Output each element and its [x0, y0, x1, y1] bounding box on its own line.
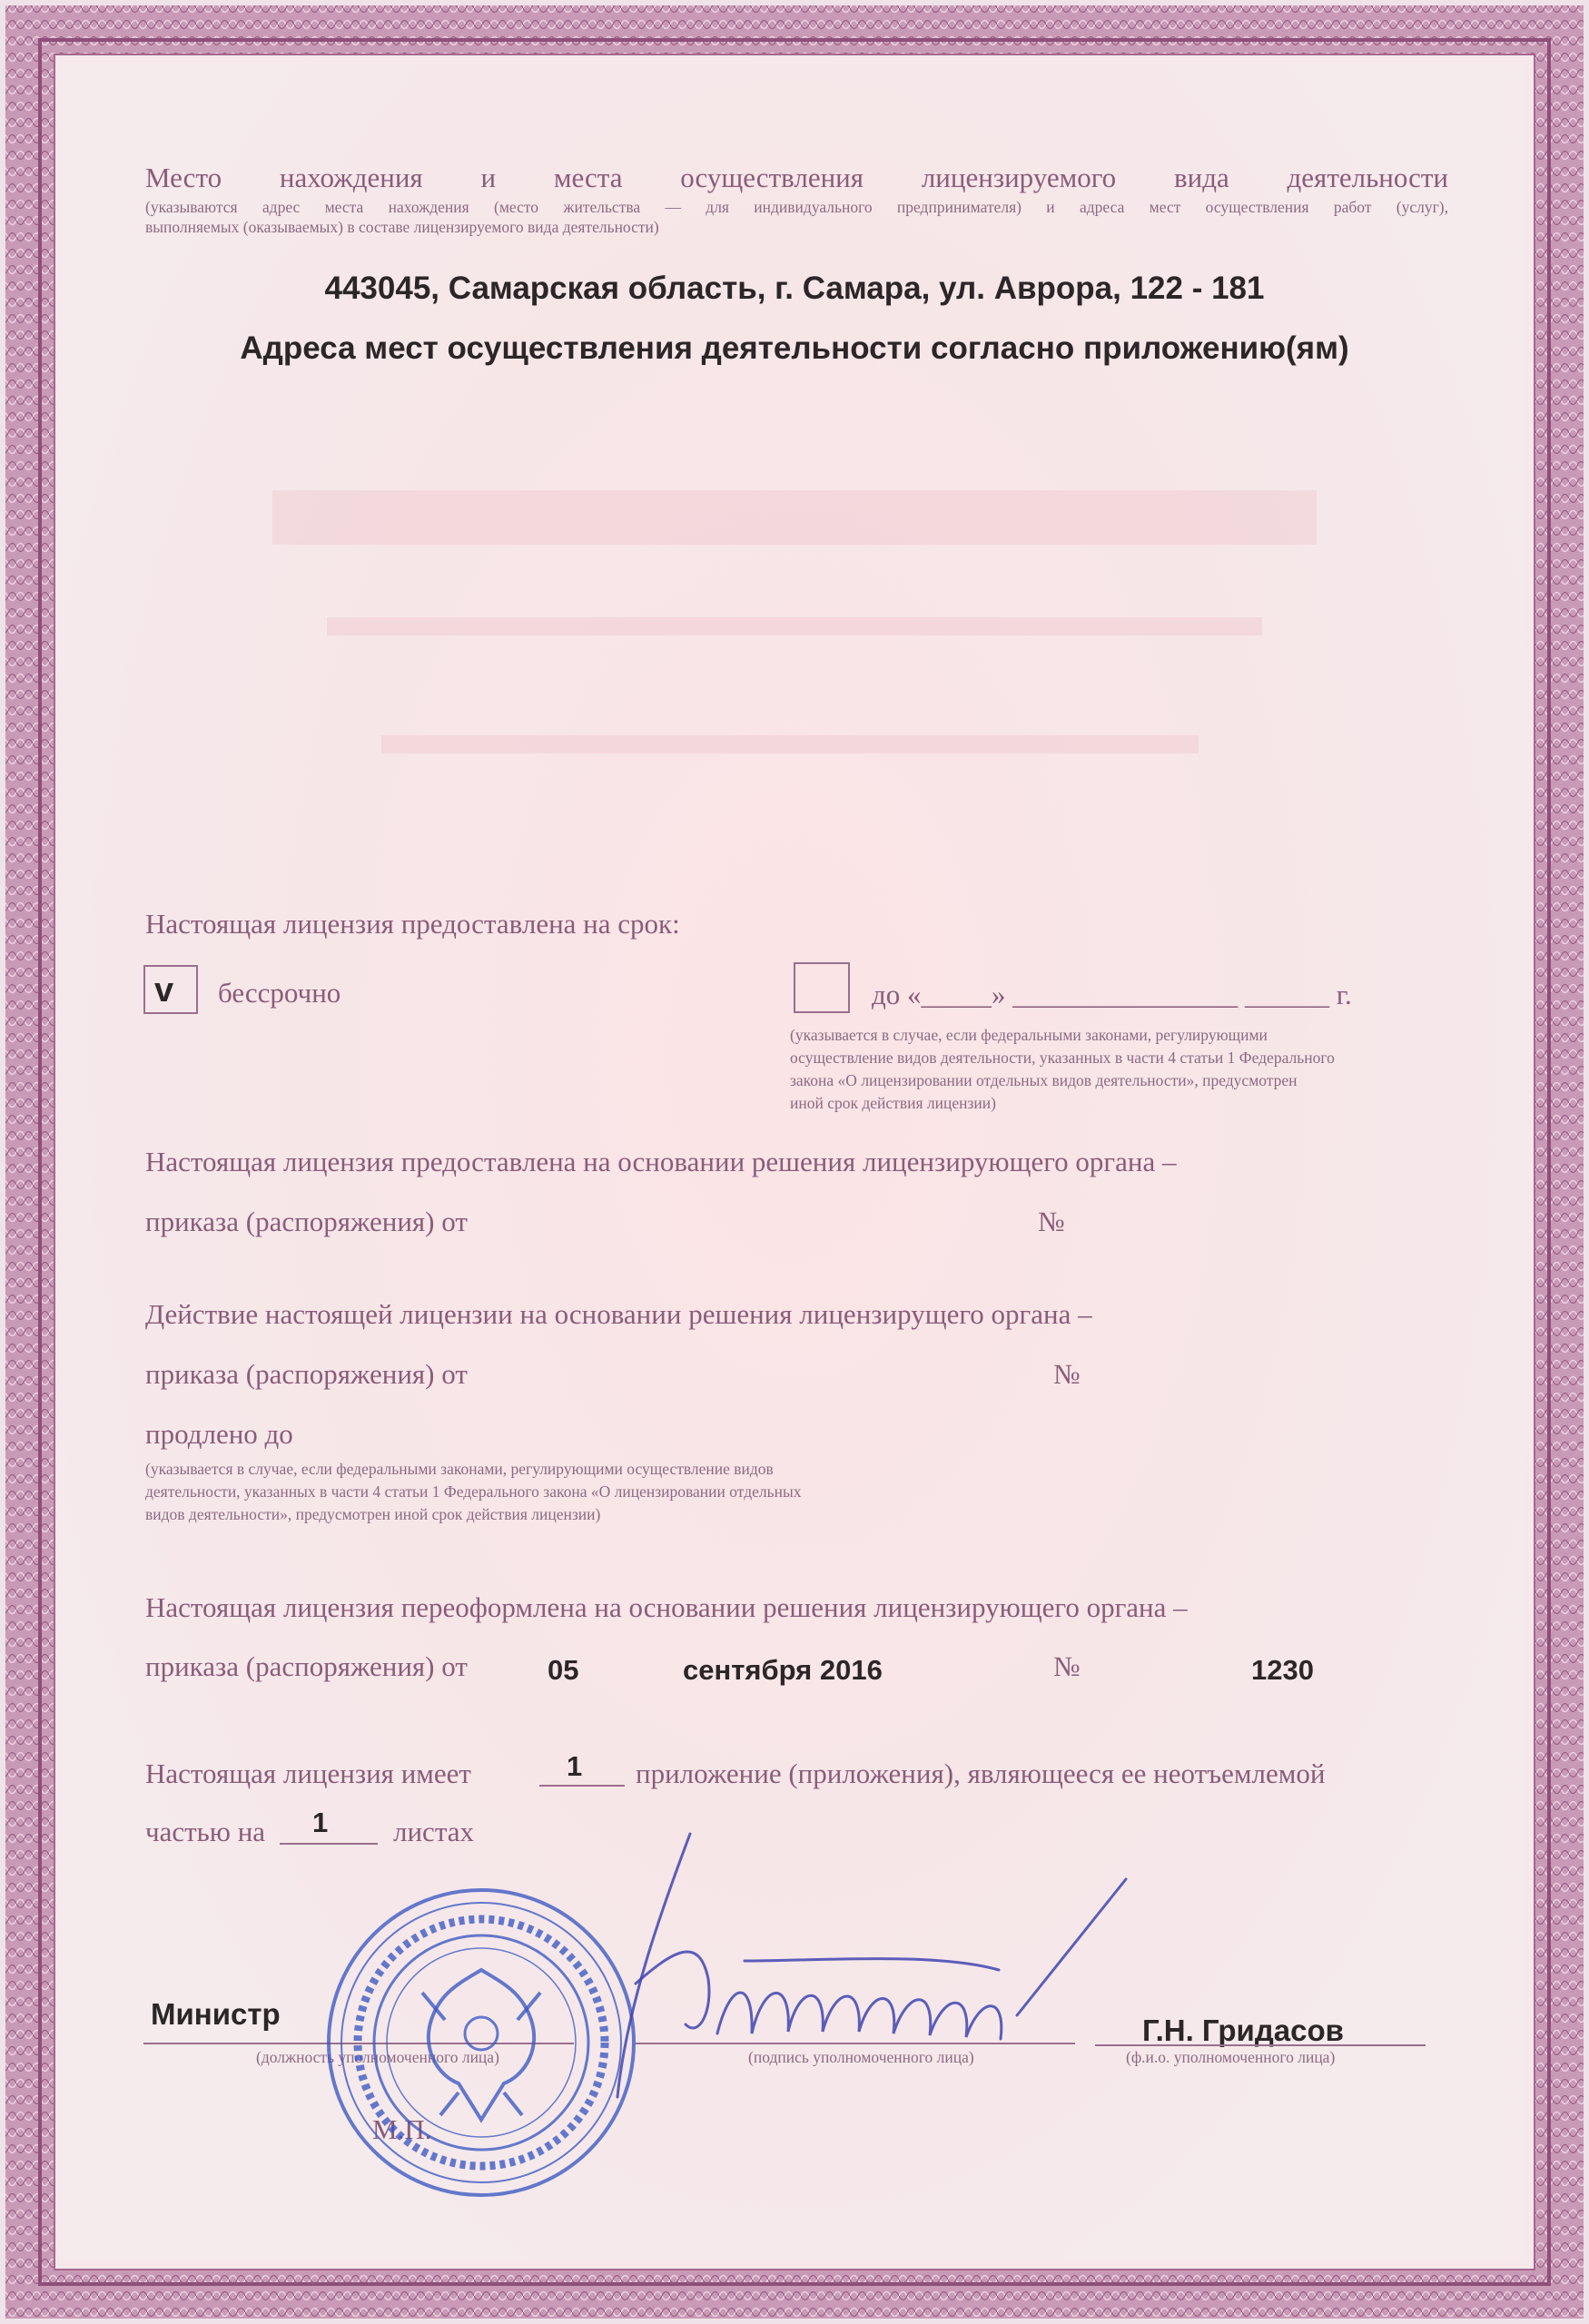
- places-value: Адреса мест осуществления деятельности согласно приложению(ям): [240, 330, 1349, 366]
- sign-hint: (подпись уполномоченного лица): [748, 2048, 974, 2066]
- until-hint-2: осуществление видов деятельности, указанных в части 4 статьи 1 Федерального: [790, 1049, 1335, 1067]
- stamp-place-label: М.П.: [372, 2113, 432, 2145]
- header-hint-1: (указываются адрес места нахождения (место жительства — для индивидуального предпринимателя) и адреса мест осуществления работ (услуг),: [145, 198, 1448, 216]
- header-hint-2: выполняемых (оказываемых) в составе лицензируемого вида деятельности): [145, 218, 659, 236]
- appendix-text-1: Настоящая лицензия имеет: [145, 1758, 471, 1789]
- appendix-count: 1: [567, 1750, 583, 1782]
- reissue-number: 1230: [1251, 1654, 1314, 1686]
- reissue-number-sign: №: [1053, 1650, 1081, 1682]
- handwritten-signature: [527, 1825, 1144, 2115]
- reissue-day: 05: [548, 1654, 579, 1686]
- term-label: Настоящая лицензия предоставлена на срок:: [145, 908, 680, 940]
- perpetual-check-mark: v: [154, 971, 174, 1009]
- basis-number-sign: №: [1038, 1206, 1065, 1237]
- name-value: Г.Н. Гридасов: [1142, 2014, 1344, 2047]
- extension-hint-1: (указывается в случае, если федеральными законами, регулирующими осуществление видов: [145, 1460, 774, 1478]
- reissue-line-2: приказа (распоряжения) от: [145, 1650, 468, 1682]
- background-watermark: [272, 436, 1317, 890]
- appendix-text-2: приложение (приложения), являющееся ее неотъемлемой: [636, 1758, 1326, 1789]
- until-hint-3: закона «О лицензировании отдельных видов деятельности», предусмотрен: [790, 1071, 1298, 1089]
- basis-line-2: приказа (распоряжения) от: [145, 1206, 468, 1237]
- appendix-text-3: частью на: [145, 1816, 266, 1847]
- header-title: Место нахождения и места осуществления лицензируемого вида деятельности: [145, 162, 1448, 193]
- extension-line-2: приказа (распоряжения) от: [145, 1358, 468, 1390]
- reissue-line-1: Настоящая лицензия переоформлена на основании решения лицензирующего органа –: [145, 1591, 1188, 1623]
- extension-number-sign: №: [1053, 1358, 1081, 1390]
- extension-hint-3: видов деятельности», предусмотрен иной срок действия лицензии): [145, 1505, 601, 1523]
- appendix-sheets-line: [280, 1843, 378, 1845]
- until-hint-4: иной срок действия лицензии): [790, 1094, 996, 1112]
- until-label: до «_____» ________________ ______ г.: [872, 979, 1352, 1010]
- extension-hint-2: деятельности, указанных в части 4 статьи 1 Федерального закона «О лицензировании отдельных: [145, 1482, 802, 1501]
- extension-line-1: Действие настоящей лицензии на основании решения лицензирущего органа –: [145, 1298, 1092, 1330]
- appendix-sheets: 1: [312, 1807, 329, 1838]
- name-line: [1095, 2044, 1426, 2046]
- basis-line-1: Настоящая лицензия предоставлена на основании решения лицензирующего органа –: [145, 1146, 1177, 1177]
- appendix-count-line: [539, 1785, 625, 1787]
- until-hint-1: (указывается в случае, если федеральными законами, регулирующими: [790, 1026, 1268, 1044]
- address-value: 443045, Самарская область, г. Самара, ул. Аврора, 122 - 181: [324, 271, 1265, 306]
- reissue-month-year: сентября 2016: [683, 1654, 883, 1686]
- until-checkbox: [794, 962, 850, 1013]
- name-hint: (ф.и.о. уполномоченного лица): [1126, 2048, 1336, 2066]
- extension-line-3: продлено до: [145, 1418, 293, 1450]
- appendix-text-4: листах: [393, 1816, 475, 1847]
- perpetual-label: бессрочно: [218, 977, 341, 1009]
- position-hint: (должность уполномоченного лица): [256, 2048, 499, 2066]
- position-value: Министр: [151, 1997, 281, 2031]
